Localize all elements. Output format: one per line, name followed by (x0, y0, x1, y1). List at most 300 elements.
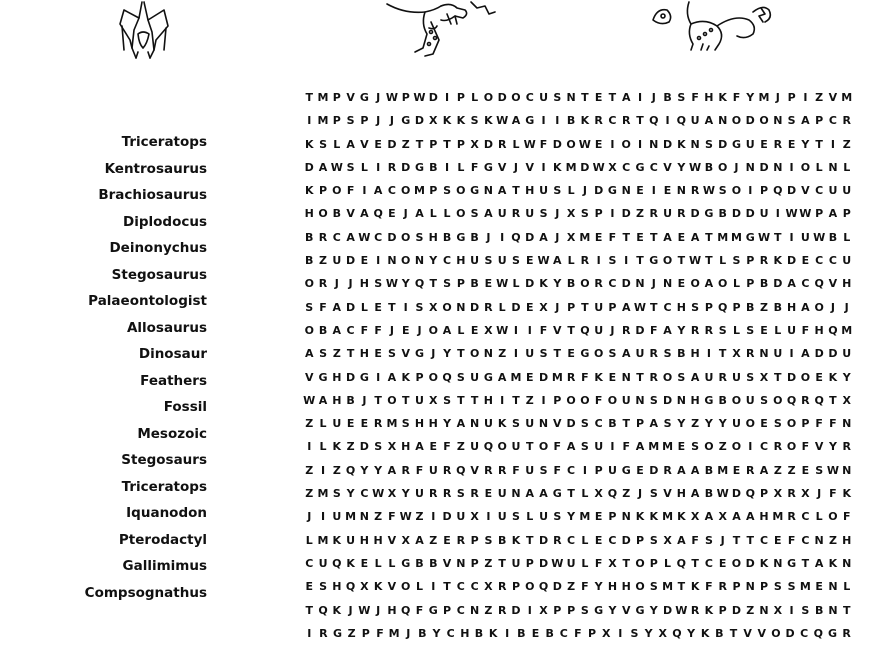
grid-letter: X (566, 207, 576, 221)
grid-letter: C (815, 184, 824, 198)
grid-letter: A (801, 347, 810, 361)
grid-letter: C (446, 626, 455, 640)
grid-letter: I (513, 347, 519, 361)
grid-letter: J (720, 533, 725, 547)
grid-letter: V (743, 626, 752, 640)
grid-letter: A (497, 370, 507, 384)
grid-letter: T (470, 393, 479, 407)
grid-letter: T (608, 91, 617, 104)
grid-letter: D (511, 603, 521, 617)
grid-letter: D (442, 510, 452, 524)
grid-letter: F (574, 626, 582, 640)
grid-letter: H (332, 370, 342, 384)
grid-letter: T (553, 347, 562, 361)
grid-letter: P (456, 91, 465, 104)
grid-letter: P (718, 603, 727, 617)
grid-letter: D (304, 160, 314, 174)
grid-letter: Y (374, 463, 383, 477)
grid-letter: X (773, 487, 783, 501)
grid-row (303, 202, 853, 225)
grid-letter: Y (677, 417, 686, 431)
grid-letter: M (579, 510, 591, 524)
grid-letter: F (622, 440, 630, 454)
grid-letter: B (497, 533, 507, 547)
grid-letter: P (567, 300, 576, 314)
grid-letter: W (551, 556, 564, 570)
grid-letter: R (594, 277, 603, 291)
grid-letter: D (346, 300, 356, 314)
grid-letter: E (760, 137, 768, 151)
grid-letter: I (618, 626, 623, 640)
grid-letter: O (718, 277, 728, 291)
grid-letter: O (800, 370, 811, 384)
grid-letter: K (677, 510, 686, 524)
grid-letter: Q (672, 626, 682, 640)
grid-letter: Q (718, 300, 728, 314)
grid-letter: U (332, 510, 342, 524)
grid-letter: C (443, 254, 452, 268)
grid-letter: Z (498, 347, 507, 361)
grid-letter: R (773, 137, 783, 151)
grid-letter: X (732, 347, 741, 361)
grid-letter: U (594, 323, 604, 337)
grid-letter: L (567, 184, 575, 198)
grid-letter: S (470, 114, 479, 128)
grid-row (303, 435, 853, 458)
grid-letter: Z (305, 463, 314, 477)
grid-letter: I (830, 137, 835, 151)
grid-letter: L (581, 533, 589, 547)
grid-letter: A (759, 463, 769, 477)
grid-letter: G (483, 370, 493, 384)
grid-letter: S (374, 440, 383, 454)
grid-letter: U (318, 556, 328, 570)
word-list-item: Pterodactyl (118, 531, 207, 548)
grid-letter: W (592, 160, 605, 174)
grid-letter: P (787, 91, 796, 104)
grid-letter: M (345, 510, 357, 524)
grid-letter: S (649, 580, 658, 594)
grid-letter: S (319, 137, 327, 151)
grid-letter: P (332, 114, 341, 128)
grid-letter: B (429, 556, 438, 570)
grid-letter: N (470, 417, 480, 431)
grid-letter: C (800, 626, 809, 640)
grid-letter: R (787, 510, 796, 524)
grid-letter: K (842, 487, 851, 501)
grid-letter: F (594, 556, 603, 570)
grid-letter: O (771, 626, 781, 640)
grid-letter: F (553, 463, 562, 477)
grid-letter: E (484, 277, 493, 291)
grid-letter: X (387, 487, 397, 501)
grid-letter: C (456, 603, 465, 617)
grid-letter: A (346, 137, 355, 151)
grid-letter: S (443, 184, 452, 198)
grid-letter: W (372, 487, 385, 501)
grid-letter: H (759, 510, 769, 524)
grid-letter: B (305, 254, 314, 268)
grid-letter: B (704, 487, 714, 501)
grid-letter: Z (718, 440, 727, 454)
grid-letter: D (525, 230, 535, 244)
grid-letter: E (677, 230, 686, 244)
grid-letter: Y (553, 277, 562, 291)
grid-letter: H (786, 300, 797, 314)
grid-letter: L (457, 160, 465, 174)
grid-letter: A (484, 207, 493, 221)
grid-letter: Z (828, 533, 837, 547)
grid-letter: I (610, 137, 615, 151)
grid-letter: T (705, 254, 713, 268)
grid-row (303, 459, 853, 482)
grid-letter: T (718, 347, 727, 361)
grid-letter: U (635, 347, 645, 361)
grid-letter: R (649, 370, 659, 384)
grid-letter: N (718, 114, 728, 128)
grid-letter: F (581, 370, 589, 384)
grid-letter: G (580, 347, 590, 361)
grid-letter: Z (347, 626, 356, 640)
grid-letter: N (828, 160, 838, 174)
grid-letter: T (729, 626, 738, 640)
grid-letter: C (374, 230, 383, 244)
grid-letter: O (745, 417, 755, 431)
grid-letter: J (486, 230, 491, 244)
grid-letter: S (691, 440, 700, 454)
theropod-illustration-icon (385, 0, 497, 58)
grid-letter: C (346, 323, 355, 337)
grid-letter: G (483, 160, 493, 174)
grid-letter: A (456, 417, 466, 431)
grid-letter: B (305, 230, 314, 244)
word-list-item: Stegosaurus (111, 266, 207, 283)
grid-letter: D (538, 370, 549, 384)
grid-letter: Q (332, 556, 342, 570)
grid-letter: T (842, 603, 851, 617)
grid-letter: Y (828, 440, 837, 454)
grid-letter: Z (567, 580, 576, 594)
grid-letter: Z (374, 510, 383, 524)
grid-letter: P (594, 207, 603, 221)
grid-letter: T (774, 230, 782, 244)
grid-row (303, 482, 853, 505)
grid-letter: S (305, 300, 314, 314)
grid-letter: V (553, 323, 562, 337)
grid-letter: N (621, 510, 631, 524)
grid-letter: K (553, 160, 562, 174)
grid-letter: U (732, 370, 741, 384)
grid-letter: Y (360, 463, 369, 477)
grid-letter: N (759, 603, 769, 617)
word-list-item: Compsognathus (84, 584, 207, 601)
letter-grid (303, 86, 853, 645)
grid-letter: M (510, 370, 522, 384)
grid-letter: J (513, 160, 519, 174)
grid-letter: O (304, 277, 314, 291)
grid-letter: T (691, 556, 699, 570)
grid-letter: R (497, 603, 507, 617)
grid-letter: A (828, 207, 838, 221)
grid-letter: W (578, 137, 591, 151)
grid-letter: C (525, 91, 534, 104)
grid-letter: Z (332, 347, 341, 361)
grid-letter: L (567, 254, 575, 268)
grid-letter: S (512, 417, 520, 431)
grid-letter: C (649, 160, 658, 174)
grid-letter: V (828, 277, 838, 291)
grid-letter: I (789, 160, 794, 174)
grid-letter: H (359, 277, 369, 291)
grid-letter: T (774, 370, 782, 384)
grid-letter: G (704, 393, 714, 407)
grid-letter: A (663, 323, 672, 337)
grid-letter: L (471, 91, 479, 104)
grid-letter: N (414, 254, 425, 268)
grid-letter: K (484, 114, 493, 128)
grid-letter: S (512, 254, 520, 268)
grid-letter: O (566, 137, 576, 151)
grid-letter: F (376, 626, 384, 640)
grid-letter: T (525, 533, 534, 547)
grid-letter: S (443, 277, 452, 291)
grid-letter: D (538, 533, 549, 547)
grid-letter: A (415, 533, 424, 547)
grid-letter: R (718, 370, 727, 384)
grid-letter: I (431, 510, 436, 524)
grid-letter: A (415, 207, 424, 221)
grid-letter: R (553, 533, 562, 547)
grid-letter: C (608, 277, 617, 291)
grid-letter: S (580, 417, 589, 431)
grid-letter: O (828, 510, 838, 524)
grid-letter: M (317, 91, 329, 104)
grid-letter: Q (401, 603, 411, 617)
grid-letter: W (303, 393, 316, 407)
grid-letter: H (842, 277, 852, 291)
grid-letter: B (442, 230, 452, 244)
grid-letter: O (731, 440, 742, 454)
grid-letter: K (828, 370, 838, 384)
grid-letter: M (317, 114, 329, 128)
grid-letter: A (690, 230, 700, 244)
grid-letter: C (387, 184, 396, 198)
grid-letter: Z (484, 556, 493, 570)
grid-letter: A (442, 323, 452, 337)
grid-letter: I (320, 510, 326, 524)
grid-letter: O (304, 323, 314, 337)
grid-letter: M (841, 323, 853, 337)
grid-letter: N (814, 533, 824, 547)
grid-letter: S (539, 347, 548, 361)
grid-row (303, 342, 853, 365)
grid-letter: T (305, 91, 313, 104)
grid-letter: K (580, 114, 590, 128)
grid-letter: S (704, 533, 713, 547)
grid-letter: B (517, 626, 526, 640)
grid-letter: Y (401, 487, 410, 501)
grid-letter: K (539, 277, 548, 291)
grid-letter: U (539, 184, 548, 198)
grid-letter: F (415, 603, 424, 617)
grid-letter: S (332, 487, 341, 501)
grid-letter: U (470, 440, 480, 454)
grid-letter: O (621, 137, 631, 151)
grid-letter: A (387, 463, 397, 477)
grid-letter: L (843, 230, 851, 244)
grid-letter: L (581, 487, 589, 501)
grid-letter: R (773, 440, 783, 454)
grid-letter: I (307, 440, 312, 454)
grid-letter: O (401, 254, 411, 268)
grid-letter: V (621, 603, 631, 617)
grid-letter: E (388, 207, 396, 221)
grid-letter: Z (319, 254, 328, 268)
grid-letter: S (815, 463, 824, 477)
grid-letter: P (415, 370, 424, 384)
grid-letter: R (621, 114, 631, 128)
grid-letter: J (417, 323, 422, 337)
grid-letter: T (443, 137, 451, 151)
grid-letter: D (635, 323, 645, 337)
grid-letter: S (319, 347, 327, 361)
grid-letter: P (815, 114, 824, 128)
grid-letter: T (677, 254, 686, 268)
grid-letter: D (690, 207, 700, 221)
grid-letter: S (663, 347, 672, 361)
grid-letter: N (662, 277, 673, 291)
word-list-item: Deinonychus (109, 240, 207, 256)
grid-letter: D (621, 277, 631, 291)
grid-letter: M (662, 580, 674, 594)
grid-letter: B (418, 626, 427, 640)
grid-letter: M (565, 160, 577, 174)
grid-letter: N (828, 603, 838, 617)
grid-letter: A (318, 393, 328, 407)
grid-letter: C (305, 556, 314, 570)
grid-letter: I (505, 626, 510, 640)
grid-letter: L (732, 277, 740, 291)
grid-letter: G (731, 137, 741, 151)
word-list-item: Fossil (163, 399, 207, 415)
grid-letter: R (401, 463, 410, 477)
grid-letter: H (814, 323, 824, 337)
grid-row (303, 505, 853, 528)
grid-letter: O (607, 393, 618, 407)
grid-letter: J (734, 160, 739, 174)
grid-letter: Y (718, 417, 727, 431)
grid-letter: F (470, 160, 479, 174)
grid-letter: K (704, 603, 714, 617)
grid-letter: D (483, 137, 493, 151)
grid-letter: D (346, 254, 356, 268)
grid-letter: E (470, 323, 479, 337)
grid-letter: I (789, 603, 794, 617)
grid-letter: E (636, 184, 644, 198)
grid-letter: D (414, 114, 425, 128)
grid-letter: D (759, 160, 769, 174)
grid-letter: X (539, 603, 548, 617)
grid-letter: S (512, 510, 520, 524)
grid-letter: J (651, 91, 656, 104)
grid-letter: H (607, 580, 618, 594)
grid-letter: L (843, 160, 851, 174)
grid-letter: G (318, 370, 328, 384)
grid-letter: W (675, 603, 688, 617)
grid-letter: S (319, 580, 327, 594)
grid-letter: N (759, 347, 769, 361)
grid-letter: Q (813, 626, 823, 640)
grid-letter: O (332, 184, 342, 198)
grid-letter: A (787, 277, 796, 291)
grid-letter: P (801, 417, 810, 431)
grid-letter: F (594, 393, 603, 407)
grid-row (303, 86, 853, 109)
grid-letter: T (443, 580, 451, 594)
grid-letter: M (648, 440, 660, 454)
grid-letter: K (332, 533, 342, 547)
grid-letter: I (596, 254, 601, 268)
grid-letter: H (676, 300, 686, 314)
grid-row (303, 552, 853, 575)
grid-letter: R (319, 626, 328, 640)
grid-letter: I (555, 114, 560, 128)
grid-letter: A (801, 300, 810, 314)
grid-letter: P (760, 184, 769, 198)
grid-letter: Y (443, 417, 452, 431)
grid-letter: C (801, 510, 810, 524)
grid-letter: U (332, 417, 342, 431)
grid-letter: I (706, 347, 711, 361)
grid-letter: P (553, 393, 562, 407)
grid-letter: X (470, 510, 479, 524)
grid-letter: H (525, 184, 535, 198)
grid-letter: S (470, 207, 479, 221)
grid-letter: J (348, 277, 353, 291)
grid-letter: R (787, 487, 796, 501)
grid-letter: C (567, 463, 576, 477)
grid-letter: B (470, 230, 479, 244)
grid-letter: D (552, 137, 562, 151)
grid-letter: T (581, 300, 589, 314)
grid-letter: T (677, 580, 686, 594)
grid-letter: C (608, 533, 617, 547)
grid-letter: L (719, 254, 727, 268)
grid-letter: H (359, 347, 369, 361)
grid-letter: J (582, 184, 587, 198)
grid-letter: V (346, 207, 355, 221)
grid-letter: S (387, 347, 396, 361)
grid-letter: C (759, 533, 769, 547)
grid-letter: U (745, 137, 755, 151)
grid-letter: U (690, 114, 700, 128)
grid-letter: V (470, 463, 479, 477)
grid-letter: I (582, 463, 587, 477)
grid-letter: W (496, 323, 509, 337)
grid-letter: Q (649, 114, 659, 128)
grid-letter: N (566, 91, 576, 104)
grid-letter: E (401, 323, 410, 337)
grid-letter: C (801, 277, 810, 291)
grid-letter: T (401, 393, 410, 407)
grid-letter: J (403, 207, 408, 221)
grid-letter: W (537, 254, 550, 268)
grid-letter: U (842, 254, 852, 268)
grid-letter: G (401, 556, 411, 570)
grid-letter: S (773, 417, 782, 431)
grid-letter: W (785, 207, 798, 221)
grid-letter: W (496, 277, 509, 291)
